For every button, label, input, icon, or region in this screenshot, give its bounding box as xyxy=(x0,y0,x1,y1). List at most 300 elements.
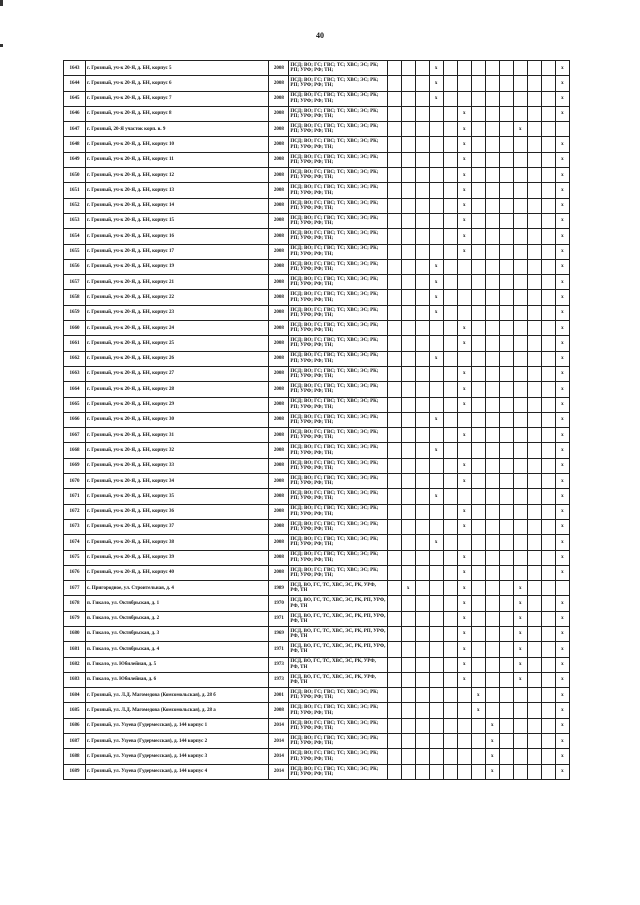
row-number-cell: 1667 xyxy=(64,428,86,443)
year-cell: 2008 xyxy=(269,229,289,244)
works-list-cell: ПСД; ВО; ГС; ГВС; ТС; ХВС; ЭС; РК; РП; УРФ; РФ; ТН; xyxy=(289,474,387,489)
mark-cell xyxy=(541,351,555,366)
mark-cell xyxy=(513,305,527,320)
table-row xyxy=(64,336,570,351)
mark-cell: x xyxy=(555,168,569,183)
mark-cell xyxy=(443,336,457,351)
mark-cell xyxy=(513,336,527,351)
mark-cell: x xyxy=(555,504,569,519)
mark-cell xyxy=(415,366,429,381)
mark-cell xyxy=(429,321,443,336)
mark-cell: x xyxy=(555,443,569,458)
mark-cell xyxy=(527,718,541,733)
row-number-cell: 1681 xyxy=(64,642,86,657)
mark-cell xyxy=(471,382,485,397)
mark-cell xyxy=(513,382,527,397)
mark-cell: x xyxy=(555,458,569,473)
mark-cell xyxy=(429,244,443,259)
row-number-cell: 1653 xyxy=(64,213,86,228)
mark-cell xyxy=(429,749,443,764)
row-number-cell: 1670 xyxy=(64,474,86,489)
mark-cell: x xyxy=(457,565,471,580)
mark-cell xyxy=(401,412,415,427)
row-number-cell: 1658 xyxy=(64,290,86,305)
mark-cell: x xyxy=(429,76,443,91)
mark-cell xyxy=(443,443,457,458)
mark-cell xyxy=(443,321,457,336)
mark-cell xyxy=(513,474,527,489)
mark-cell xyxy=(443,734,457,749)
mark-cell xyxy=(541,259,555,274)
address-cell: г. Грозный, уч-к 20-Я, д. БН, корпус 36 xyxy=(86,504,269,519)
mark-cell xyxy=(401,336,415,351)
row-number-cell: 1678 xyxy=(64,596,86,611)
mark-cell xyxy=(541,672,555,687)
mark-cell xyxy=(415,275,429,290)
mark-cell xyxy=(485,275,499,290)
mark-cell xyxy=(499,458,513,473)
row-number-cell: 1683 xyxy=(64,672,86,687)
mark-cell xyxy=(457,443,471,458)
year-cell: 2008 xyxy=(269,168,289,183)
table-row xyxy=(64,229,570,244)
mark-cell xyxy=(471,428,485,443)
mark-cell xyxy=(541,611,555,626)
works-list-cell: ПСД; ВО; ГС; ГВС; ТС; ХВС; ЭС; РК; РП; УРФ; РФ; ТН; xyxy=(289,183,387,198)
table-row xyxy=(64,412,570,427)
mark-cell xyxy=(387,259,401,274)
mark-cell xyxy=(499,428,513,443)
mark-cell: x xyxy=(555,336,569,351)
mark-cell xyxy=(387,672,401,687)
mark-cell xyxy=(401,168,415,183)
mark-cell xyxy=(387,749,401,764)
mark-cell xyxy=(401,718,415,733)
works-list-cell: ПСД; ВО; ГС; ГВС; ТС; ХВС; ЭС; РК; РП; УРФ; РФ; ТН; xyxy=(289,519,387,534)
mark-cell: x xyxy=(555,535,569,550)
mark-cell: x xyxy=(457,336,471,351)
mark-cell: x xyxy=(457,106,471,121)
mark-cell xyxy=(499,290,513,305)
mark-cell xyxy=(513,519,527,534)
mark-cell xyxy=(541,550,555,565)
mark-cell xyxy=(499,76,513,91)
year-cell: 2008 xyxy=(269,703,289,718)
mark-cell xyxy=(541,504,555,519)
mark-cell xyxy=(471,321,485,336)
mark-cell: x xyxy=(555,657,569,672)
mark-cell xyxy=(527,703,541,718)
mark-cell xyxy=(527,565,541,580)
mark-cell xyxy=(443,351,457,366)
mark-cell xyxy=(513,259,527,274)
table-row xyxy=(64,91,570,106)
mark-cell xyxy=(415,91,429,106)
mark-cell xyxy=(429,504,443,519)
mark-cell xyxy=(471,244,485,259)
mark-cell xyxy=(499,703,513,718)
address-cell: г. Грозный, уч-к 20-Я, д. БН, корпус 29 xyxy=(86,397,269,412)
mark-cell xyxy=(513,764,527,779)
mark-cell xyxy=(429,137,443,152)
mark-cell xyxy=(415,718,429,733)
mark-cell xyxy=(471,168,485,183)
mark-cell xyxy=(429,213,443,228)
row-number-cell: 1685 xyxy=(64,703,86,718)
mark-cell: x xyxy=(555,519,569,534)
mark-cell xyxy=(527,489,541,504)
mark-cell: x xyxy=(555,642,569,657)
works-list-cell: ПСД; ВО; ГС; ГВС; ТС; ХВС; ЭС; РК; РП; УРФ; РФ; ТН; xyxy=(289,428,387,443)
mark-cell xyxy=(555,581,569,596)
mark-cell xyxy=(485,672,499,687)
mark-cell xyxy=(443,290,457,305)
mark-cell xyxy=(443,657,457,672)
table-row xyxy=(64,581,570,596)
row-number-cell: 1645 xyxy=(64,91,86,106)
mark-cell xyxy=(429,703,443,718)
buildings-registry-table xyxy=(63,60,570,780)
mark-cell xyxy=(485,565,499,580)
address-cell: п. Гикало, ул. Октябрьская, д. 4 xyxy=(86,642,269,657)
mark-cell xyxy=(443,412,457,427)
row-number-cell: 1673 xyxy=(64,519,86,534)
mark-cell xyxy=(541,76,555,91)
works-list-cell: ПСД, ВО, ГС, ТС, ХВС, ЭС, РК, УРФ, РФ, ТН xyxy=(289,672,387,687)
mark-cell xyxy=(387,428,401,443)
row-number-cell: 1663 xyxy=(64,366,86,381)
mark-cell xyxy=(499,688,513,703)
mark-cell xyxy=(527,443,541,458)
year-cell: 2008 xyxy=(269,366,289,381)
mark-cell xyxy=(471,611,485,626)
mark-cell xyxy=(429,657,443,672)
mark-cell xyxy=(499,382,513,397)
mark-cell xyxy=(485,152,499,167)
mark-cell: x xyxy=(457,581,471,596)
row-number-cell: 1649 xyxy=(64,152,86,167)
mark-cell xyxy=(541,535,555,550)
year-cell: 2008 xyxy=(269,106,289,121)
mark-cell xyxy=(443,152,457,167)
mark-cell xyxy=(527,550,541,565)
mark-cell xyxy=(457,535,471,550)
table-row xyxy=(64,657,570,672)
mark-cell xyxy=(527,382,541,397)
mark-cell xyxy=(443,198,457,213)
table-row xyxy=(64,565,570,580)
mark-cell: x xyxy=(555,489,569,504)
address-cell: г. Грозный, уч-к 20-Я, д. БН, корпус 15 xyxy=(86,213,269,228)
mark-cell: x xyxy=(555,244,569,259)
table-row xyxy=(64,76,570,91)
works-list-cell: ПСД; ВО; ГС; ГВС; ТС; ХВС; ЭС; РК; РП; УРФ; РФ; ТН; xyxy=(289,106,387,121)
mark-cell xyxy=(401,535,415,550)
mark-cell xyxy=(457,61,471,76)
mark-cell xyxy=(415,519,429,534)
mark-cell xyxy=(527,428,541,443)
mark-cell xyxy=(541,474,555,489)
mark-cell xyxy=(387,596,401,611)
mark-cell xyxy=(527,519,541,534)
mark-cell xyxy=(499,168,513,183)
address-cell: г. Грозный, уч-к 20-Я, д. БН, корпус 6 xyxy=(86,76,269,91)
address-cell: с. Пригородное, ул. Строительная, д. 4 xyxy=(86,581,269,596)
mark-cell xyxy=(541,626,555,641)
mark-cell xyxy=(499,366,513,381)
mark-cell xyxy=(499,336,513,351)
mark-cell xyxy=(401,137,415,152)
mark-cell: x xyxy=(485,734,499,749)
mark-cell xyxy=(401,122,415,137)
mark-cell: x xyxy=(555,734,569,749)
mark-cell xyxy=(415,229,429,244)
mark-cell xyxy=(443,183,457,198)
mark-cell xyxy=(443,565,457,580)
address-cell: г. Грозный, уч-к 20-Я, д. БН, корпус 10 xyxy=(86,137,269,152)
year-cell: 2014 xyxy=(269,718,289,733)
mark-cell: x xyxy=(457,672,471,687)
mark-cell: x xyxy=(457,244,471,259)
works-list-cell: ПСД, ВО, ГС, ТС, ХВС, ЭС, РК, УРФ, РФ, ТН xyxy=(289,657,387,672)
works-list-cell: ПСД; ВО; ГС; ГВС; ТС; ХВС; ЭС; РК; РП; УРФ; РФ; ТН; xyxy=(289,734,387,749)
row-number-cell: 1671 xyxy=(64,489,86,504)
mark-cell xyxy=(401,259,415,274)
mark-cell xyxy=(485,259,499,274)
mark-cell xyxy=(513,275,527,290)
mark-cell xyxy=(401,688,415,703)
table-row xyxy=(64,290,570,305)
mark-cell xyxy=(527,76,541,91)
mark-cell xyxy=(499,596,513,611)
address-cell: г. Грозный, уч-к 20-Я, д. БН, корпус 23 xyxy=(86,305,269,320)
mark-cell: x xyxy=(457,229,471,244)
mark-cell: x xyxy=(457,152,471,167)
mark-cell xyxy=(499,137,513,152)
mark-cell xyxy=(443,61,457,76)
mark-cell xyxy=(485,596,499,611)
works-list-cell: ПСД; ВО; ГС; ГВС; ТС; ХВС; ЭС; РК; РП; УРФ; РФ; ТН; xyxy=(289,336,387,351)
mark-cell: x xyxy=(555,152,569,167)
mark-cell xyxy=(527,336,541,351)
mark-cell xyxy=(527,305,541,320)
mark-cell xyxy=(401,550,415,565)
mark-cell xyxy=(387,519,401,534)
mark-cell: x xyxy=(555,321,569,336)
mark-cell: x xyxy=(555,305,569,320)
mark-cell xyxy=(443,305,457,320)
mark-cell xyxy=(513,703,527,718)
mark-cell xyxy=(429,106,443,121)
mark-cell xyxy=(429,198,443,213)
mark-cell xyxy=(513,489,527,504)
mark-cell: x xyxy=(457,366,471,381)
mark-cell xyxy=(527,611,541,626)
mark-cell xyxy=(527,351,541,366)
mark-cell xyxy=(443,718,457,733)
mark-cell xyxy=(387,198,401,213)
mark-cell xyxy=(513,76,527,91)
mark-cell xyxy=(387,290,401,305)
mark-cell xyxy=(457,718,471,733)
mark-cell xyxy=(527,626,541,641)
mark-cell xyxy=(387,489,401,504)
row-number-cell: 1680 xyxy=(64,626,86,641)
mark-cell xyxy=(429,336,443,351)
year-cell: 2008 xyxy=(269,412,289,427)
address-cell: г. Грозный, уч-к 20-Я, д. БН, корпус 31 xyxy=(86,428,269,443)
year-cell: 2014 xyxy=(269,764,289,779)
address-cell: г. Грозный, уч-к 20-Я, д. БН, корпус 34 xyxy=(86,474,269,489)
mark-cell xyxy=(485,244,499,259)
mark-cell: x xyxy=(457,657,471,672)
works-list-cell: ПСД; ВО; ГС; ГВС; ТС; ХВС; ЭС; РК; РП; УРФ; РФ; ТН; xyxy=(289,749,387,764)
mark-cell xyxy=(429,611,443,626)
mark-cell xyxy=(471,366,485,381)
year-cell: 2008 xyxy=(269,198,289,213)
works-list-cell: ПСД; ВО; ГС; ГВС; ТС; ХВС; ЭС; РК; РП; УРФ; РФ; ТН; xyxy=(289,152,387,167)
year-cell: 2008 xyxy=(269,305,289,320)
mark-cell xyxy=(499,626,513,641)
mark-cell xyxy=(387,321,401,336)
table-row xyxy=(64,550,570,565)
mark-cell xyxy=(401,76,415,91)
mark-cell xyxy=(499,749,513,764)
table-row xyxy=(64,519,570,534)
mark-cell: x xyxy=(555,213,569,228)
mark-cell xyxy=(471,137,485,152)
mark-cell xyxy=(457,734,471,749)
year-cell: 1969 xyxy=(269,626,289,641)
mark-cell xyxy=(443,213,457,228)
mark-cell: x xyxy=(471,703,485,718)
mark-cell xyxy=(457,703,471,718)
mark-cell xyxy=(499,244,513,259)
mark-cell: x xyxy=(485,764,499,779)
works-list-cell: ПСД; ВО; ГС; ГВС; ТС; ХВС; ЭС; РК; РП; УРФ; РФ; ТН; xyxy=(289,198,387,213)
mark-cell xyxy=(387,504,401,519)
mark-cell xyxy=(415,611,429,626)
mark-cell xyxy=(415,688,429,703)
year-cell: 2008 xyxy=(269,397,289,412)
mark-cell xyxy=(499,259,513,274)
mark-cell: x xyxy=(555,259,569,274)
mark-cell xyxy=(387,565,401,580)
mark-cell xyxy=(401,519,415,534)
mark-cell: x xyxy=(485,749,499,764)
mark-cell: x xyxy=(555,76,569,91)
mark-cell xyxy=(513,213,527,228)
row-number-cell: 1660 xyxy=(64,321,86,336)
mark-cell xyxy=(541,581,555,596)
mark-cell xyxy=(485,366,499,381)
mark-cell xyxy=(443,382,457,397)
table-row xyxy=(64,734,570,749)
mark-cell xyxy=(527,535,541,550)
row-number-cell: 1668 xyxy=(64,443,86,458)
mark-cell xyxy=(499,443,513,458)
mark-cell xyxy=(513,535,527,550)
mark-cell xyxy=(415,535,429,550)
mark-cell xyxy=(415,152,429,167)
mark-cell xyxy=(527,412,541,427)
mark-cell xyxy=(415,336,429,351)
mark-cell: x xyxy=(457,213,471,228)
row-number-cell: 1664 xyxy=(64,382,86,397)
mark-cell: x xyxy=(555,688,569,703)
row-number-cell: 1659 xyxy=(64,305,86,320)
mark-cell: x xyxy=(555,397,569,412)
mark-cell xyxy=(415,596,429,611)
mark-cell xyxy=(429,718,443,733)
table-row xyxy=(64,305,570,320)
mark-cell: x xyxy=(513,122,527,137)
mark-cell: x xyxy=(555,596,569,611)
mark-cell xyxy=(471,596,485,611)
mark-cell xyxy=(401,290,415,305)
row-number-cell: 1665 xyxy=(64,397,86,412)
mark-cell xyxy=(401,703,415,718)
mark-cell xyxy=(415,734,429,749)
mark-cell xyxy=(387,152,401,167)
address-cell: г. Грозный, уч-к 20-Я, д. БН, корпус 37 xyxy=(86,519,269,534)
mark-cell: x xyxy=(513,596,527,611)
mark-cell: x xyxy=(457,397,471,412)
works-list-cell: ПСД; ВО; ГС; ГВС; ТС; ХВС; ЭС; РК; РП; УРФ; РФ; ТН; xyxy=(289,213,387,228)
mark-cell xyxy=(527,504,541,519)
address-cell: г. Грозный, уч-к 20-Я, д. БН, корпус 12 xyxy=(86,168,269,183)
mark-cell xyxy=(387,336,401,351)
mark-cell xyxy=(401,397,415,412)
address-cell: г. Грозный, уч-к 20-Я, д. БН, корпус 30 xyxy=(86,412,269,427)
mark-cell xyxy=(443,76,457,91)
address-cell: г. Грозный, уч-к 20-Я, д. БН, корпус 39 xyxy=(86,550,269,565)
mark-cell: x xyxy=(513,626,527,641)
mark-cell xyxy=(415,672,429,687)
mark-cell: x xyxy=(457,596,471,611)
year-cell: 2008 xyxy=(269,550,289,565)
mark-cell xyxy=(485,611,499,626)
mark-cell xyxy=(443,91,457,106)
mark-cell xyxy=(415,397,429,412)
mark-cell xyxy=(429,596,443,611)
table-row xyxy=(64,152,570,167)
year-cell: 2008 xyxy=(269,489,289,504)
mark-cell xyxy=(555,122,569,137)
mark-cell xyxy=(429,672,443,687)
works-list-cell: ПСД; ВО; ГС; ГВС; ТС; ХВС; ЭС; РК; РП; УРФ; РФ; ТН; xyxy=(289,259,387,274)
mark-cell: x xyxy=(555,275,569,290)
address-cell: п. Гикало, ул. Октябрьская, д. 2 xyxy=(86,611,269,626)
row-number-cell: 1644 xyxy=(64,76,86,91)
row-number-cell: 1677 xyxy=(64,581,86,596)
mark-cell xyxy=(401,749,415,764)
mark-cell xyxy=(401,626,415,641)
mark-cell xyxy=(387,275,401,290)
row-number-cell: 1684 xyxy=(64,688,86,703)
mark-cell xyxy=(541,428,555,443)
row-number-cell: 1655 xyxy=(64,244,86,259)
mark-cell xyxy=(443,366,457,381)
mark-cell xyxy=(471,519,485,534)
table-row xyxy=(64,535,570,550)
mark-cell xyxy=(499,657,513,672)
row-number-cell: 1687 xyxy=(64,734,86,749)
mark-cell xyxy=(415,106,429,121)
address-cell: г. Грозный, уч-к 20-Я, д. БН, корпус 21 xyxy=(86,275,269,290)
mark-cell: x xyxy=(555,382,569,397)
works-list-cell: ПСД; ВО; ГС; ГВС; ТС; ХВС; ЭС; РК; РП; УРФ; РФ; ТН; xyxy=(289,321,387,336)
